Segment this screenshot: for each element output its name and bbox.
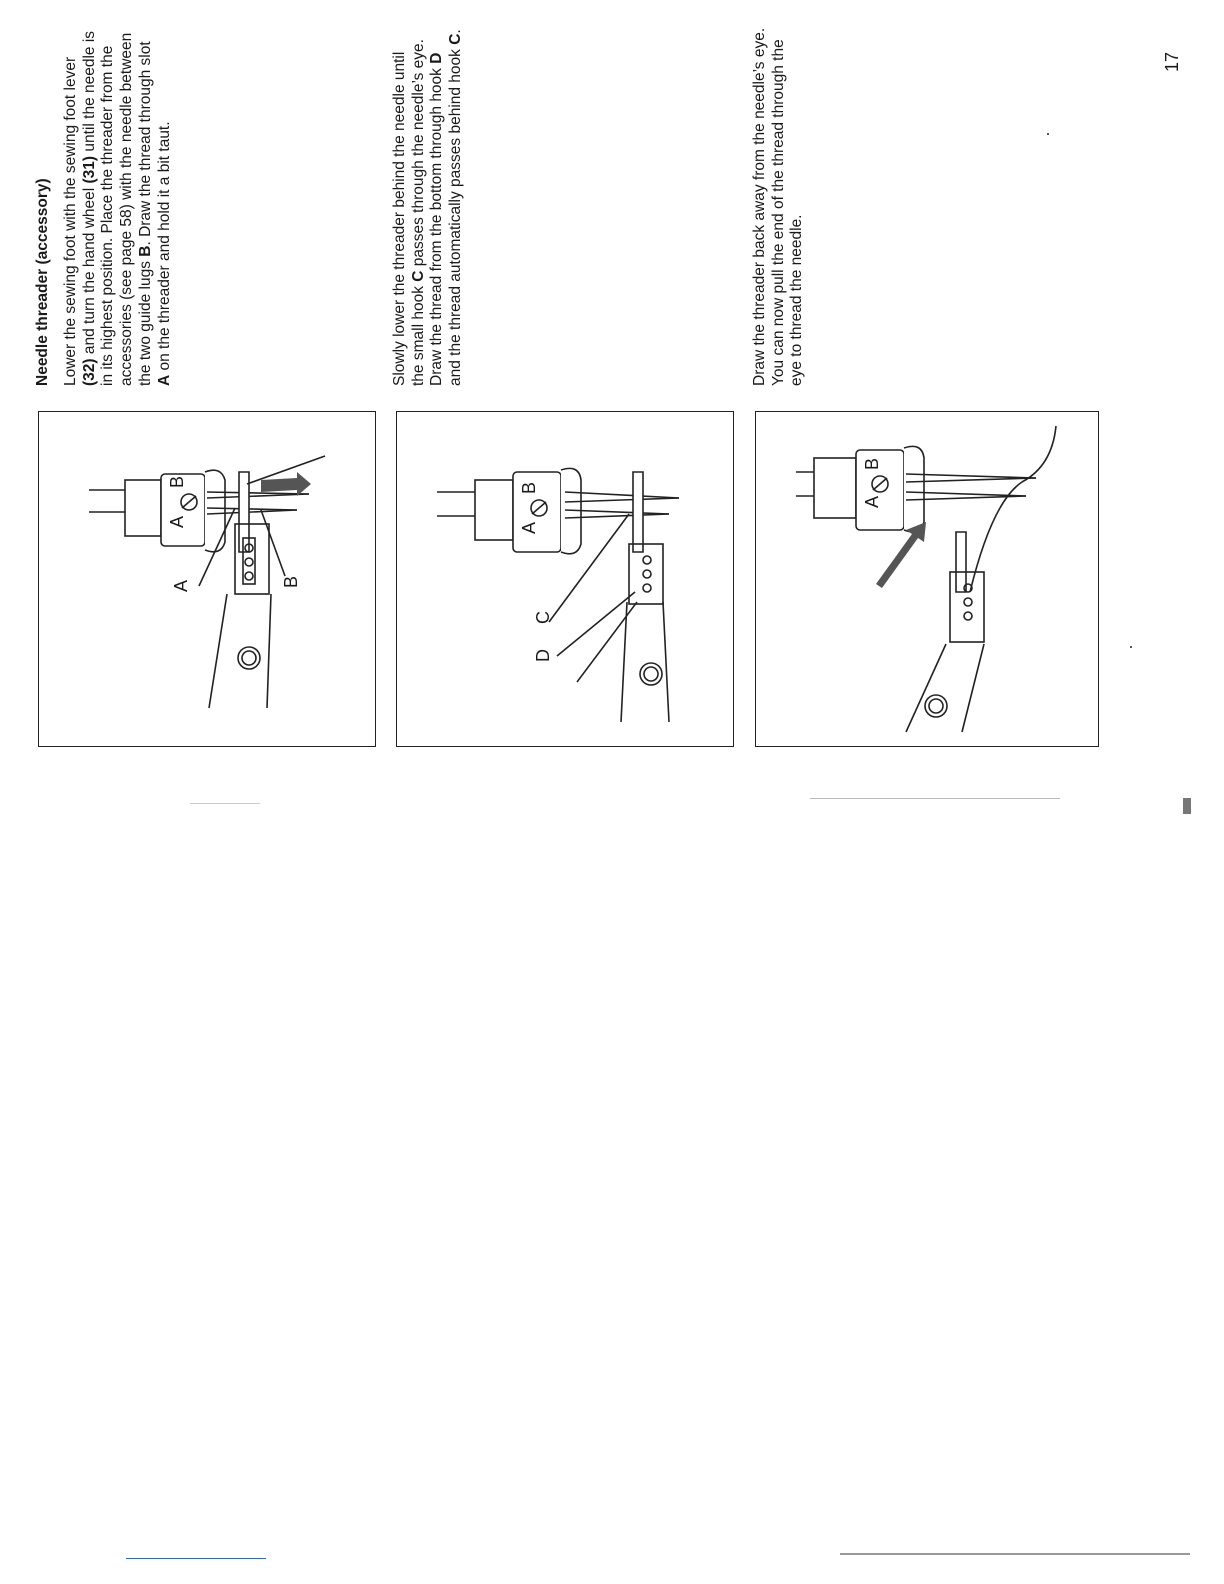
page-number-block xyxy=(1162,52,1183,72)
scan-artifact xyxy=(1130,646,1132,648)
threader-illustration-3 xyxy=(756,412,1098,746)
threader-illustration-1 xyxy=(39,412,375,746)
text-run: until the needle is in its highest position. Place the threader from the accessories (see page 58) with the needle between the two guide lugs xyxy=(80,30,154,386)
scan-artifact xyxy=(1183,798,1191,814)
clamp-label: A xyxy=(519,521,539,534)
bold-reference: B xyxy=(136,245,154,257)
step-2-text xyxy=(391,26,466,386)
threader-illustration-2 xyxy=(397,412,733,746)
section-title: Needle threader (accessory) xyxy=(34,178,51,386)
scan-artifact xyxy=(1047,133,1049,135)
scan-artifact xyxy=(840,1553,1190,1555)
clamp-label: B xyxy=(862,457,882,470)
clamp-label: B xyxy=(167,475,187,488)
bold-reference: C xyxy=(409,270,427,282)
figure-label: D xyxy=(533,649,553,662)
text-run: . Draw the thread through slot xyxy=(136,41,154,246)
text-run: Slowly lower the threader behind the needle until the small hook xyxy=(391,51,427,386)
bold-reference: C xyxy=(447,33,465,45)
scan-artifact xyxy=(126,1558,266,1559)
step-3-text xyxy=(751,26,807,386)
bold-reference: D xyxy=(428,52,446,64)
text-run: and the thread automatically passes behind hook xyxy=(447,44,465,386)
scan-artifact xyxy=(810,798,1060,799)
text-run: Lower the sewing foot with the sewing foot lever xyxy=(62,56,79,386)
page-number: 17 xyxy=(1162,51,1182,72)
figure-label: C xyxy=(533,611,553,624)
figure-label: B xyxy=(281,575,301,588)
scan-artifact xyxy=(190,803,260,804)
bold-reference: (31) xyxy=(80,155,98,184)
figure-label: A xyxy=(171,579,191,592)
bold-reference: A xyxy=(155,374,173,386)
bold-reference: (32) xyxy=(80,358,98,386)
figure-step-1 xyxy=(38,411,376,747)
clamp-label: A xyxy=(862,495,882,508)
figure-step-2 xyxy=(396,411,734,747)
step-3-paragraph xyxy=(751,26,807,386)
clamp-label: B xyxy=(519,481,539,494)
clamp-label: A xyxy=(167,515,187,528)
text-run: . xyxy=(447,29,465,34)
text-run: on the threader and hold it a bit taut. xyxy=(155,121,173,375)
figure-step-3 xyxy=(755,411,1099,747)
step-2-paragraph xyxy=(391,26,466,386)
text-run: and turn the hand wheel xyxy=(80,183,98,359)
step-1-paragraph xyxy=(62,26,174,386)
step-1-text xyxy=(62,26,174,386)
text-run: passes through the needle’s eye. Draw the thread from the bottom through hook xyxy=(409,39,446,386)
section-heading-block xyxy=(34,178,53,386)
text-run: Draw the threader back away from the needle’s eye. You can now pull the end of the thread through the eye to thread the needle. xyxy=(751,27,806,386)
